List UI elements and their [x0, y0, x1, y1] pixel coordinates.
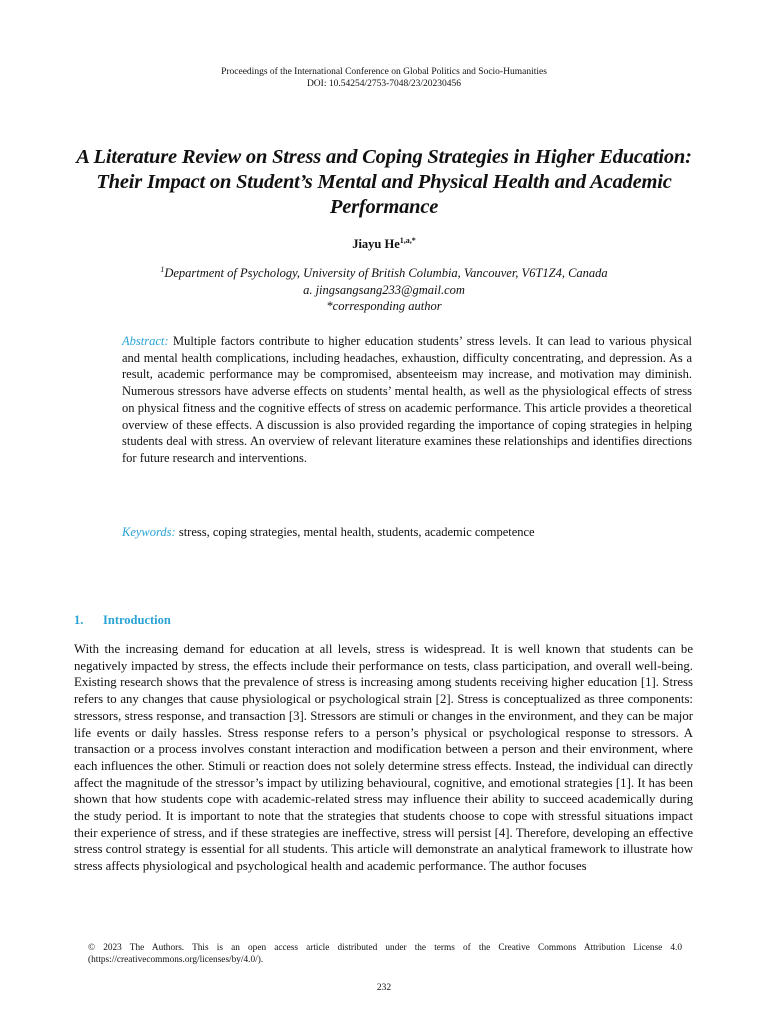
- author-name: Jiayu He: [352, 237, 400, 252]
- section-heading-introduction: [74, 613, 171, 628]
- author-line: [0, 236, 768, 252]
- author-superscript: 1,a,*: [399, 236, 416, 245]
- abstract-text: Multiple factors contribute to higher education students’ stress levels. It can lead to various physical and mental health complications, including headaches, exhaustion, difficulty concentrating, and depression. As a result, academic performance may be compromised, absenteeism may increase, and motivation may diminish. Numerous stressors have adverse effects on students’ mental health, as well as the physiological effects of stress on physical fitness and the cognitive effects of stress on academic performance. This article provides a theoretical overview of these effects. A discussion is also provided regarding the importance of coping strategies in helping students deal with stress. An overview of relevant literature examines these relationships and identifies directions for future research and interventions.: [122, 334, 692, 465]
- abstract-label: Abstract:: [122, 334, 169, 348]
- affiliation-superscript: 1: [160, 265, 165, 274]
- affiliation-block: [0, 262, 768, 315]
- license-footnote: © 2023 The Authors. This is an open access article distributed under the terms of the Creative Commons Attribution License 4.0 (https://creativecommons.org/licenses/by/4.0/).: [88, 943, 682, 965]
- running-header: [0, 67, 768, 90]
- abstract: [122, 333, 692, 467]
- section-number: 1.: [74, 613, 84, 627]
- keywords: [122, 524, 692, 541]
- keywords-text: stress, coping strategies, mental health, students, academic competence: [178, 525, 535, 539]
- author-email: a. jingsangsang233@gmail.com: [303, 282, 465, 297]
- keywords-label: Keywords:: [122, 525, 176, 539]
- affiliation-text: Department of Psychology, University of British Columbia, Vancouver, V6T1Z4, Canada: [164, 266, 608, 281]
- section-title: Introduction: [103, 613, 171, 627]
- affiliation: [0, 262, 768, 282]
- introduction-body: With the increasing demand for education at all levels, stress is widespread. It is well known that students can be negatively impacted by stress, the effects include their performance on tests, class participation, and overall well-being. Existing research shows that the prevalence of stress is increasing among students receiving higher education [1]. Stress refers to any changes that cause physiological or psychological strain [2]. Stress is conceptualized as three components: stressors, stress response, and transaction [3]. Stressors are stimuli or changes in the environment, and they can be major life events or daily hassles. Stress response refers to a person’s physical or psychological response to stressors. A transaction or a process involves constant interaction and modification between a person and their environment, where each influences the other. Stimuli or reaction does not solely determine stress effects. Instead, the individual can directly affect the magnitude of the stressor’s impact by utilizing behavioural, cognitive, and emotional strategies [1]. It has been shown that how students cope with academic-related stress may influence their ability to succeed academically during the study period. It is important to note that the strategies that students choose to cope with stressful situations impact their experience of stress, and if these strategies are ineffective, stress will persist [4]. Therefore, developing an effective stress control strategy is essential for all students. This article will demonstrate an analytical framework to illustrate how stress affects physiological and psychological health and academic performance. The author focuses: [74, 642, 693, 874]
- proceedings-name: Proceedings of the International Conference on Global Politics and Socio-Humanities: [221, 67, 547, 77]
- page-number: 232: [376, 983, 392, 993]
- doi: DOI: 10.54254/2753-7048/23/20230456: [306, 78, 462, 89]
- paper-title: A Literature Review on Stress and Coping Strategies in Higher Education: Their Impact on Student’s Mental and Physical Health and Academic Performance: [76, 146, 692, 218]
- corresponding-note: *corresponding author: [326, 299, 442, 314]
